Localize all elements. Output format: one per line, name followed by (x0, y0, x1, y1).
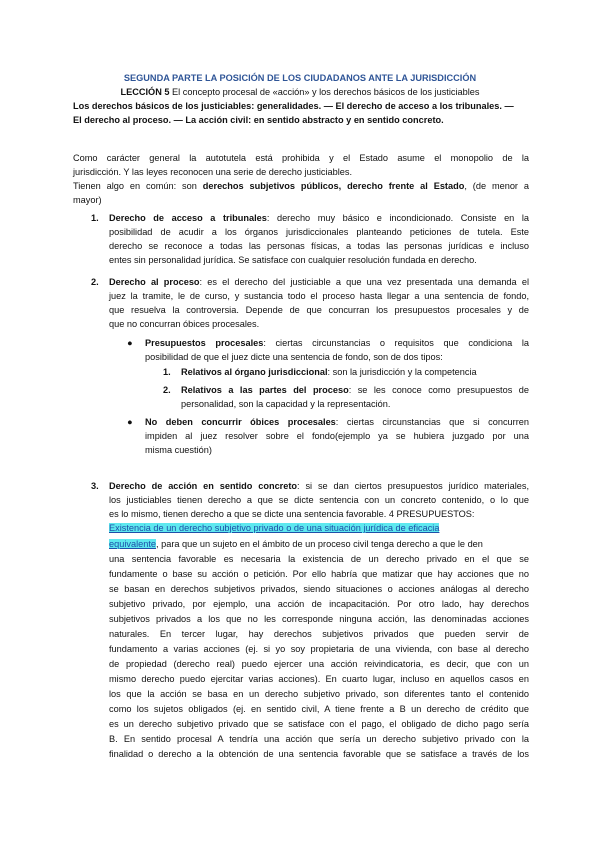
item-3-line-1 (109, 480, 529, 492)
item-1-line-3: derecho se reconoce a todas las personas físicas, a todas las personas jurídicas e incluso (109, 241, 529, 251)
item-2-line-4: que no concurran óbices procesales. (109, 319, 260, 329)
intro-line-3 (73, 180, 529, 192)
lesson-heading (60, 86, 540, 98)
bullet-2-glyph: ● (127, 417, 133, 427)
item-3-line-14: mismo derecho puedo ejercitar varias acciones). En cuarto lugar, incluso en aquellos casos en (109, 674, 529, 684)
item-3-highlight-line-1 (109, 522, 439, 534)
intro-line-3-a: Tienen algo en común: son (73, 181, 203, 191)
item-2-number: 2. (91, 277, 99, 287)
part-title: SEGUNDA PARTE LA POSICIÓN DE LOS CIUDADANOS ANTE LA JURISDICCIÓN (123, 73, 477, 83)
item-2-text-1: : es el derecho del justiciable a que una vez presentada una demanda el (199, 277, 529, 287)
item-3-line-9: subjetivo privado, por ejemplo, una acción de incapacitación. Por otro lado, hay derechos (109, 599, 529, 609)
bullet-1-line-1 (145, 337, 529, 349)
sub-2-line-1 (181, 384, 529, 396)
item-1-heading: Derecho de acceso a tribunales (109, 213, 267, 223)
item-2-heading: Derecho al proceso (109, 277, 200, 287)
summary-line-1: Los derechos básicos de los justiciables: generalidades. — El derecho de acceso a los tribunales. — (73, 101, 514, 111)
item-1-line-2: posibilidad de acudir a los órganos jurisdiccionales planteando peticiones de tutela. Este (109, 227, 529, 237)
item-3-text-5: , para que un sujeto en el ámbito de un proceso civil tenga derecho a que le den (156, 539, 483, 549)
sub-1-line (181, 366, 477, 378)
item-1-text-1: : derecho muy básico e incondicionado. Consiste en la (266, 213, 529, 223)
item-3-line-10: subjetivos privados a los que no les corresponde ninguna acción, las denominadas acciones (109, 614, 529, 624)
highlighted-text-1: Existencia de un derecho subjetivo privado o de una situación jurídica de eficacia (109, 523, 440, 533)
summary-line-2: El derecho al proceso. — La acción civil: en sentido abstracto y en sentido concreto. (73, 115, 444, 125)
item-3-line-17: es un derecho subjetivo privado que se satisface con el pago, el obligado de dicho pago sería (109, 719, 529, 729)
bullet-2-heading: No deben concurrir óbices procesales (145, 417, 336, 427)
bullet-2-text-1: : ciertas circunstancias que si concurren (335, 417, 529, 427)
intro-line-2: jurisdicción. Y las leyes reconocen una serie de derecho justiciables. (73, 167, 353, 177)
sub-1-heading: Relativos al órgano jurisdiccional (181, 367, 328, 377)
bullet-1-heading: Presupuestos procesales (145, 338, 264, 348)
item-3-line-12: fundamento a varias acciones (ej. si yo soy propietaria de una vivienda, con base al derecho (109, 644, 529, 654)
item-3-line-6: una sentencia favorable es necesaria la existencia de un derecho privado en el que se (109, 554, 529, 564)
item-3-line-13: de propiedad (derecho real) puedo ejercer una acción reivindicatoria, es decir, que con un (109, 659, 529, 669)
item-3-line-8: se basan en derechos subjetivos privados, siendo situaciones o acciones análogas al derecho (109, 584, 529, 594)
item-3-line-18: B. En sentido procesal A tendría una acción que sería un derecho subjetivo privado con la (109, 734, 529, 744)
bullet-2-line-3: misma cuestión) (145, 445, 212, 455)
lesson-text: El concepto procesal de «acción» y los derechos básicos de los justiciables (169, 87, 480, 97)
item-3-line-16: como los sujetos obligados (ej. en sentido civil, A tiene frente a B un derecho de crédito que (109, 704, 529, 714)
highlighted-text-2: equivalente (109, 539, 156, 549)
item-3-heading: Derecho de acción en sentido concreto (109, 481, 298, 491)
bullet-2-line-1 (145, 416, 529, 428)
sub-1-number: 1. (163, 367, 171, 377)
sub-2-heading: Relativos a las partes del proceso (181, 385, 349, 395)
item-3-line-19: finalidad o derecho a la obtención de una sentencia favorable que se satisface a través de los (109, 749, 529, 759)
item-3-line-11: naturales. En tercer lugar, hay derechos subjetivos privados que pueden servir de (109, 629, 529, 639)
item-3-text-1: : si se dan ciertos presupuestos jurídico materiales, (297, 481, 530, 491)
intro-line-4: mayor) (73, 195, 102, 205)
item-2-line-3: que resuelva la controversia. Depende de que concurran los presupuestos procesales y de (109, 305, 529, 315)
item-3-line-5 (109, 538, 529, 550)
sub-2-text-1: : se les conoce como presupuestos de (348, 385, 529, 395)
item-2-line-1 (109, 276, 529, 288)
bullet-2-line-2: impiden al juez resolver sobre el fondo(ejemplo ya se hubiera juzgado por una (145, 431, 529, 441)
intro-line-3-c: , (de menor a (464, 181, 529, 191)
item-1-line-4: entes sin personalidad jurídica. Se satisface con cualquier resolución fundada en derecho. (109, 255, 477, 265)
intro-line-1: Como carácter general la autotutela está prohibida y el Estado asume el monopolio de la (73, 153, 529, 163)
sub-1-text: : son la jurisdicción y la competencia (327, 367, 477, 377)
item-3-line-7: fundamente o base su acción o petición. Por ello habría que matizar que hay acciones que no (109, 569, 529, 579)
sub-2-number: 2. (163, 385, 171, 395)
bullet-1-line-2: posibilidad de que el juez dicte una sentencia de fondo, son de dos tipos: (145, 352, 443, 362)
lesson-label: LECCIÓN 5 (120, 87, 170, 97)
item-3-line-2: los justiciables tienen derecho a que se dicte sentencia con un concreto contenido, o lo que (109, 495, 529, 505)
item-1-number: 1. (91, 213, 99, 223)
bullet-1-text-1: : ciertas circunstancias o requisitos que condiciona la (263, 338, 529, 348)
item-3-line-3: es lo mismo, tienen derecho a que se dicte una sentencia favorable. 4 PRESUPUESTOS: (109, 509, 475, 519)
sub-2-line-2: personalidad, son la capacidad y la representación. (181, 399, 391, 409)
item-3-line-15: los que la acción se basa en un derecho subjetivo privado, son diferentes tanto el contenido (109, 689, 529, 699)
intro-line-3-bold: derechos subjetivos públicos, derecho frente al Estado (202, 181, 465, 191)
item-2-line-2: juez la tramite, le de curso, y sustancia todo el proceso hasta llegar a una sentencia de fondo, (109, 291, 529, 301)
bullet-1-glyph: ● (127, 338, 133, 348)
item-3-number: 3. (91, 481, 99, 491)
item-1-line-1 (109, 212, 529, 224)
